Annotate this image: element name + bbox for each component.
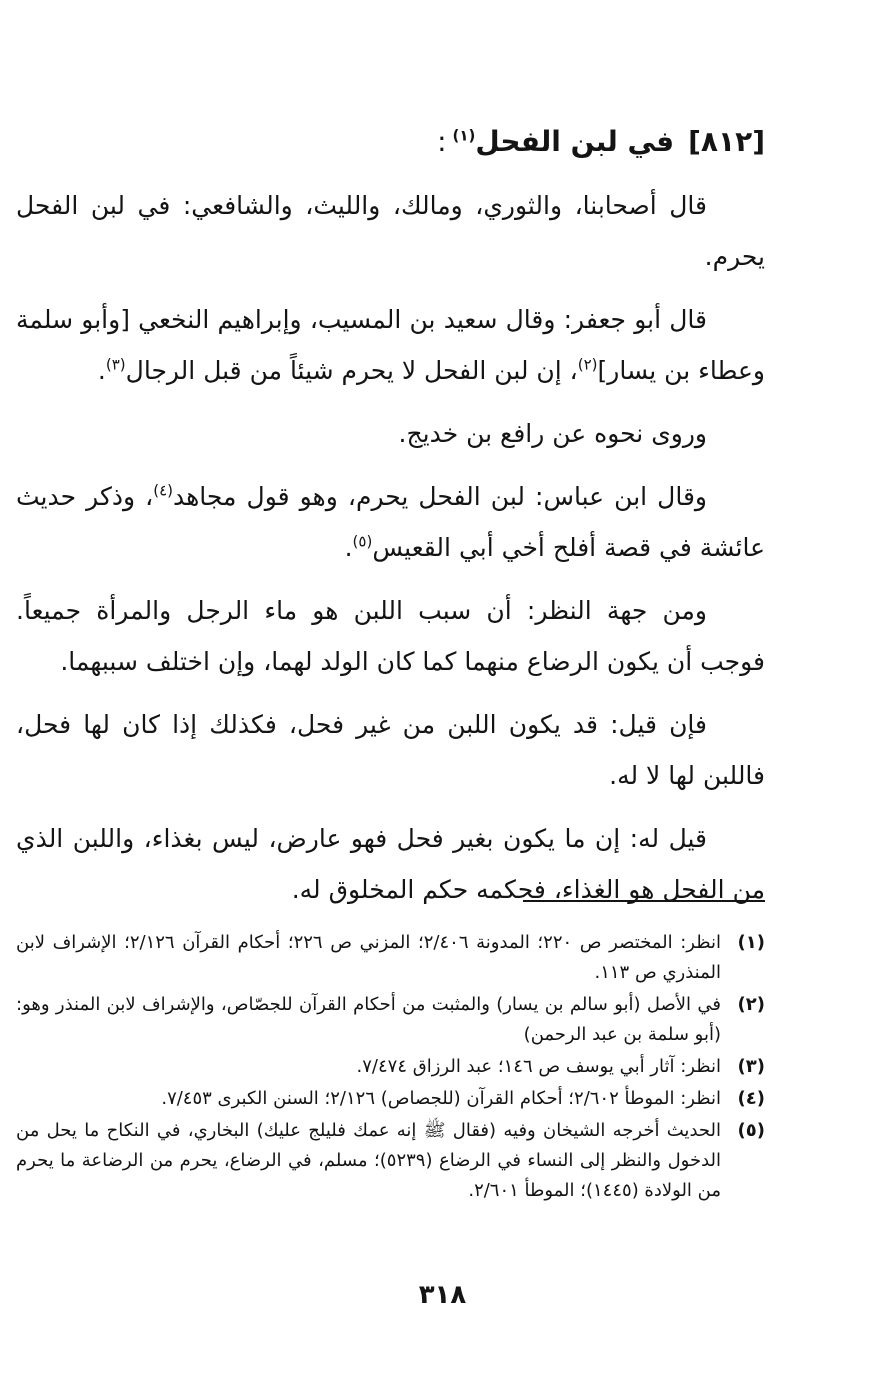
paragraph — [16, 585, 765, 687]
footnote-number: (٢) — [737, 994, 765, 1015]
footnote-text: في الأصل (أبو سالم بن يسار) والمثبت من أحكام القرآن للجصّاص، والإشراف لابن المنذر وهو: (أبو سلمة بن عبد الرحمن) — [16, 994, 721, 1045]
footnote-number: (١) — [737, 932, 765, 953]
footnote-text: انظر: الموطأ ٢/٦٠٢؛ أحكام القرآن (للجصاص) ٢/١٢٦؛ السنن الكبرى ٧/٤٥٣. — [161, 1088, 721, 1109]
footnote — [16, 1084, 765, 1114]
footnote-ref: (١) — [452, 126, 476, 145]
footnote-divider — [523, 900, 765, 902]
paragraph-text: ومن جهة النظر: أن سبب اللبن هو ماء الرجل والمرأة جميعاً. فوجب أن يكون الرضاع منهما كما كان الولد لهما، وإن اختلف سببهما. — [16, 596, 765, 676]
footnote — [16, 990, 765, 1050]
paragraph — [16, 699, 765, 801]
footnote-number: (٥) — [737, 1120, 765, 1141]
footnote — [16, 928, 765, 988]
page-number: ٣١٨ — [418, 1280, 467, 1310]
section-title: في لبن الفحل — [475, 125, 675, 158]
heading-colon: : — [437, 125, 447, 158]
footnote-ref: (٤) — [153, 481, 173, 500]
paragraph-text: قال أصحابنا، والثوري، ومالك، والليث، والشافعي: في لبن الفحل يحرم. — [16, 191, 765, 271]
footnote — [16, 1116, 765, 1206]
paragraph-text: ، وذكر حديث عائشة في قصة أفلح أخي أبي القعيس — [16, 482, 765, 562]
paragraph — [16, 408, 765, 459]
section-number: [٨١٢] — [688, 125, 765, 158]
section-heading — [437, 122, 765, 162]
footnote-ref: (٣) — [105, 355, 126, 374]
paragraph-text: . — [97, 356, 106, 385]
footnote-text: انظر: المختصر ص ٢٢٠؛ المدونة ٢/٤٠٦؛ المزني ص ٢٢٦؛ أحكام القرآن ٢/١٢٦؛ الإشراف لابن المنذري ص ١١٣. — [16, 932, 722, 983]
footnote-ref: (٥) — [352, 532, 373, 551]
paragraph-text: . — [344, 533, 353, 562]
main-text — [16, 180, 765, 927]
footnotes — [16, 928, 765, 1208]
paragraph-text: قيل له: إن ما يكون بغير فحل فهو عارض، ليس بغذاء، واللبن الذي من الفحل هو الغذاء، فحكمه حكم المخلوق له. — [16, 824, 765, 904]
paragraph — [16, 471, 765, 573]
paragraph-text: قال أبو جعفر: وقال سعيد بن المسيب، وإبراهيم النخعي [وأبو سلمة وعطاء بن يسار] — [16, 305, 765, 385]
paragraph-text: فإن قيل: قد يكون اللبن من غير فحل، فكذلك إذا كان لها فحل، فاللبن لها لا له. — [16, 710, 765, 790]
paragraph-text: ، إن لبن الفحل لا يحرم شيئاً من قبل الرجال — [125, 356, 578, 385]
paragraph-text: وقال ابن عباس: لبن الفحل يحرم، وهو قول مجاهد — [173, 482, 707, 511]
footnote-text: انظر: آثار أبي يوسف ص ١٤٦؛ عبد الرزاق ٧/٤٧٤. — [356, 1056, 721, 1077]
footnote — [16, 1052, 765, 1082]
footnote-ref: (٢) — [577, 355, 598, 374]
paragraph — [16, 180, 765, 282]
paragraph — [16, 294, 765, 396]
footnote-text: الحديث أخرجه الشيخان وفيه (فقال ﷺ إنه عمك فليلج عليك) البخاري، في النكاح ما يحل من الدخول والنظر إلى النساء في الرضاع (٥٢٣٩)؛ مسلم، في الرضاع، يحرم من الرضاعة ما يحرم من الولادة (١٤٤٥)؛ الموطأ ٢/٦٠١. — [16, 1120, 722, 1201]
footnote-number: (٤) — [737, 1088, 765, 1109]
footnote-number: (٣) — [737, 1056, 765, 1077]
paragraph-text: وروى نحوه عن رافع بن خديج. — [398, 419, 707, 448]
